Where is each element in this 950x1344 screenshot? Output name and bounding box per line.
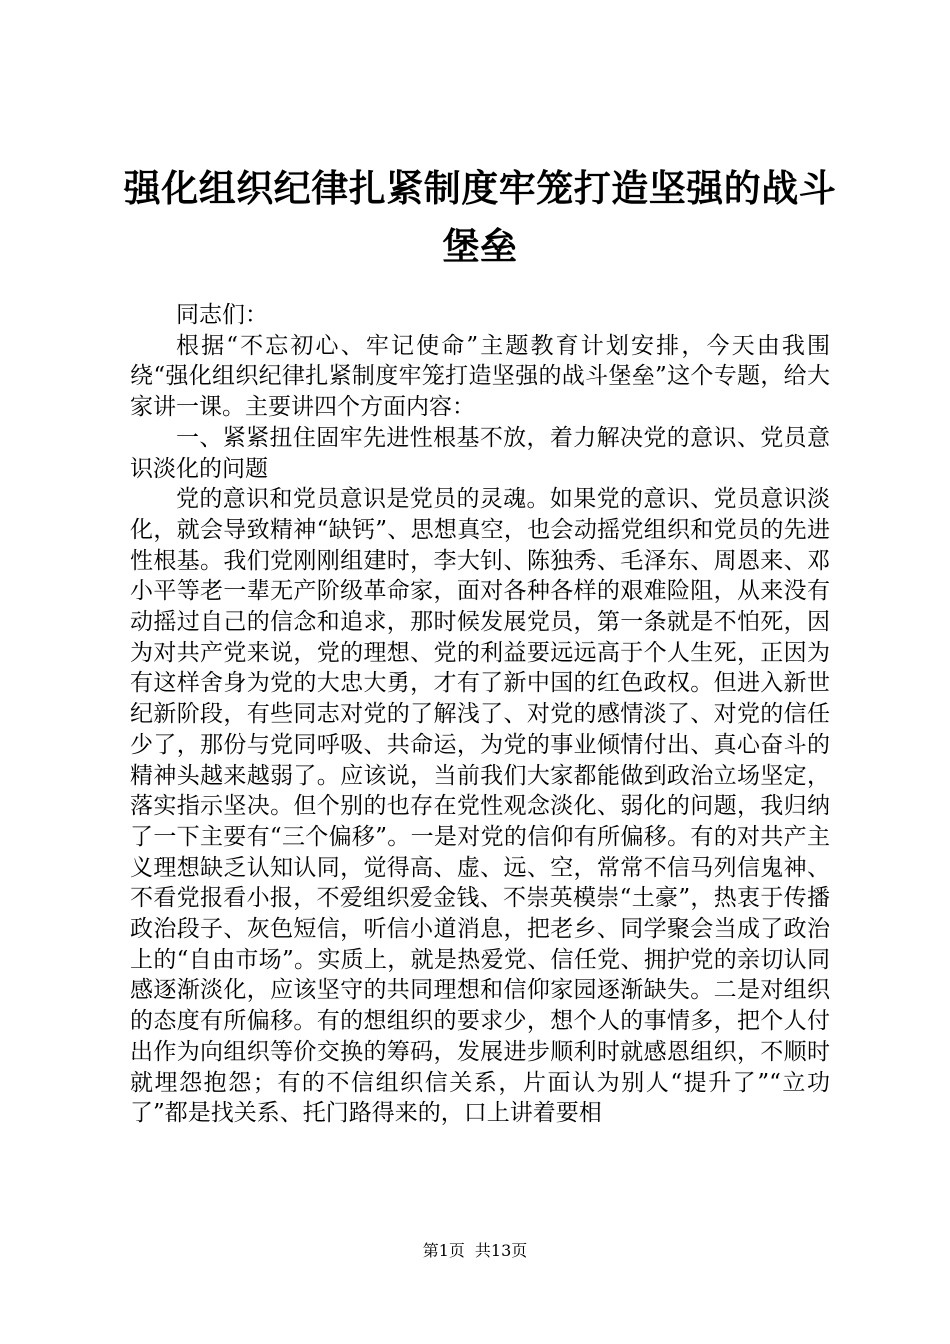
document-title: 强化组织纪律扎紧制度牢笼打造坚强的战斗堡垒: [123, 167, 837, 268]
paragraph-intro: 根据“不忘初心、牢记使命”主题教育计划安排，今天由我围绕“强化组织纪律扎紧制度牢笼打造坚强的战斗堡垒”这个专题，给大家讲一课。主要讲四个方面内容：: [130, 332, 830, 421]
page-total: 共13页: [474, 1241, 528, 1260]
salutation: 同志们：: [176, 302, 268, 328]
page-footer: [0, 1241, 950, 1261]
page-number: 第1页: [422, 1241, 465, 1260]
section-heading: 一、紧紧扭住固牢先进性根基不放，着力解决党的意识、党员意识淡化的问题: [130, 424, 830, 482]
document-body: [130, 300, 830, 1129]
paragraph-body: 党的意识和党员意识是党员的灵魂。如果党的意识、党员意识淡化，就会导致精神“缺钙”、思想真空，也会动摇党组织和党员的先进性根基。我们党刚刚组建时，李大钊、陈独秀、毛泽东、周恩来、邓小平等老一辈无产阶级革命家，面对各种各样的艰难险阻，从来没有动摇过自己的信念和追求，那时候发展党员，第一条就是不怕死，因为对共产党来说，党的理想、党的利益要远远高于个人生死，正因为有这样舍身为党的大忠大勇，才有了新中国的红色政权。但进入新世纪新阶段，有些同志对党的了解浅了、对党的感情淡了、对党的信任少了，那份与党同呼吸、共命运，为党的事业倾情付出、真心奋斗的精神头越来越弱了。应该说，当前我们大家都能做到政治立场坚定，落实指示坚决。但个别的也存在党性观念淡化、弱化的问题，我归纳了一下主要有“三个偏移”。一是对党的信仰有所偏移。有的对共产主义理想缺乏认知认同，觉得高、虚、远、空，常常不信马列信鬼神、不看党报看小报，不爱组织爱金钱、不崇英模崇“土豪”，热衷于传播政治段子、灰色短信，听信小道消息，把老乡、同学聚会当成了政治上的“自由市场”。实质上，就是热爱党、信任党、拥护党的亲切认同感逐渐淡化，应该坚守的共同理想和信仰家园逐渐缺失。二是对组织的态度有所偏移。有的想组织的要求少，想个人的事情多，把个人付出作为向组织等价交换的筹码，发展进步顺利时就感恩组织，不顺时就埋怨抱怨；有的不信组织信关系，片面认为别人“提升了”“立功了”都是找关系、托门路得来的，口上讲着要相: [130, 486, 830, 1127]
